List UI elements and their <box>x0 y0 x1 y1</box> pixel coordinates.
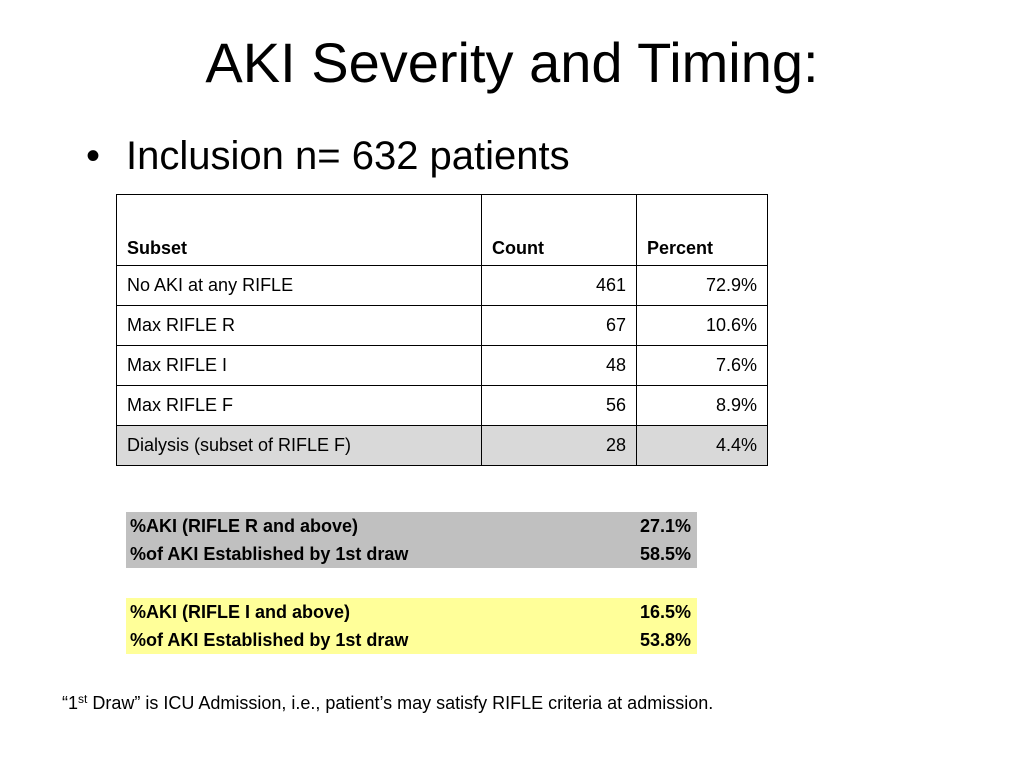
cell-percent: 10.6% <box>637 306 768 346</box>
aki-subset-table <box>116 194 768 466</box>
summary-label: %of AKI Established by 1st draw <box>130 630 409 650</box>
summary-rifle-i-box <box>126 598 697 654</box>
table-row <box>117 386 768 426</box>
cell-percent: 4.4% <box>637 426 768 466</box>
summary-label: %AKI (RIFLE I and above) <box>130 602 351 622</box>
table-row <box>117 306 768 346</box>
table-row <box>117 346 768 386</box>
footnote-text: Draw” is ICU Admission, i.e., patient’s may satisfy RIFLE criteria at admission. <box>87 693 714 713</box>
footnote-superscript: st <box>78 692 88 706</box>
summary-row <box>126 598 697 626</box>
header-subset: Subset <box>117 195 482 266</box>
table-row-dialysis <box>117 426 768 466</box>
table-row <box>117 266 768 306</box>
summary-row <box>126 626 697 654</box>
cell-count: 28 <box>482 426 637 466</box>
summary-label: %AKI (RIFLE R and above) <box>130 516 359 536</box>
header-percent: Percent <box>637 195 768 266</box>
summary-row <box>126 540 697 568</box>
bullet-dot-icon: • <box>86 134 101 178</box>
summary-value: 53.8% <box>639 630 691 650</box>
cell-percent: 72.9% <box>637 266 768 306</box>
summary-label: %of AKI Established by 1st draw <box>130 544 409 564</box>
cell-count: 461 <box>482 266 637 306</box>
summary-value: 27.1% <box>639 516 691 536</box>
footnote-prefix: “1 <box>62 693 79 713</box>
cell-subset: Max RIFLE I <box>117 346 482 386</box>
cell-subset: Max RIFLE F <box>117 386 482 426</box>
cell-percent: 8.9% <box>637 386 768 426</box>
footnote <box>62 690 713 716</box>
summary-rifle-r-box <box>126 512 697 568</box>
cell-subset: No AKI at any RIFLE <box>117 266 482 306</box>
inclusion-text: Inclusion n= 632 patients <box>126 134 570 178</box>
header-count: Count <box>482 195 637 266</box>
summary-value: 16.5% <box>639 602 691 622</box>
cell-subset: Max RIFLE R <box>117 306 482 346</box>
cell-percent: 7.6% <box>637 346 768 386</box>
slide-title: AKI Severity and Timing: <box>205 31 819 94</box>
inclusion-bullet <box>86 130 570 182</box>
cell-subset: Dialysis (subset of RIFLE F) <box>117 426 482 466</box>
summary-row <box>126 512 697 540</box>
summary-value: 58.5% <box>639 544 691 564</box>
cell-count: 48 <box>482 346 637 386</box>
cell-count: 56 <box>482 386 637 426</box>
cell-count: 67 <box>482 306 637 346</box>
table-header-row <box>117 195 768 266</box>
